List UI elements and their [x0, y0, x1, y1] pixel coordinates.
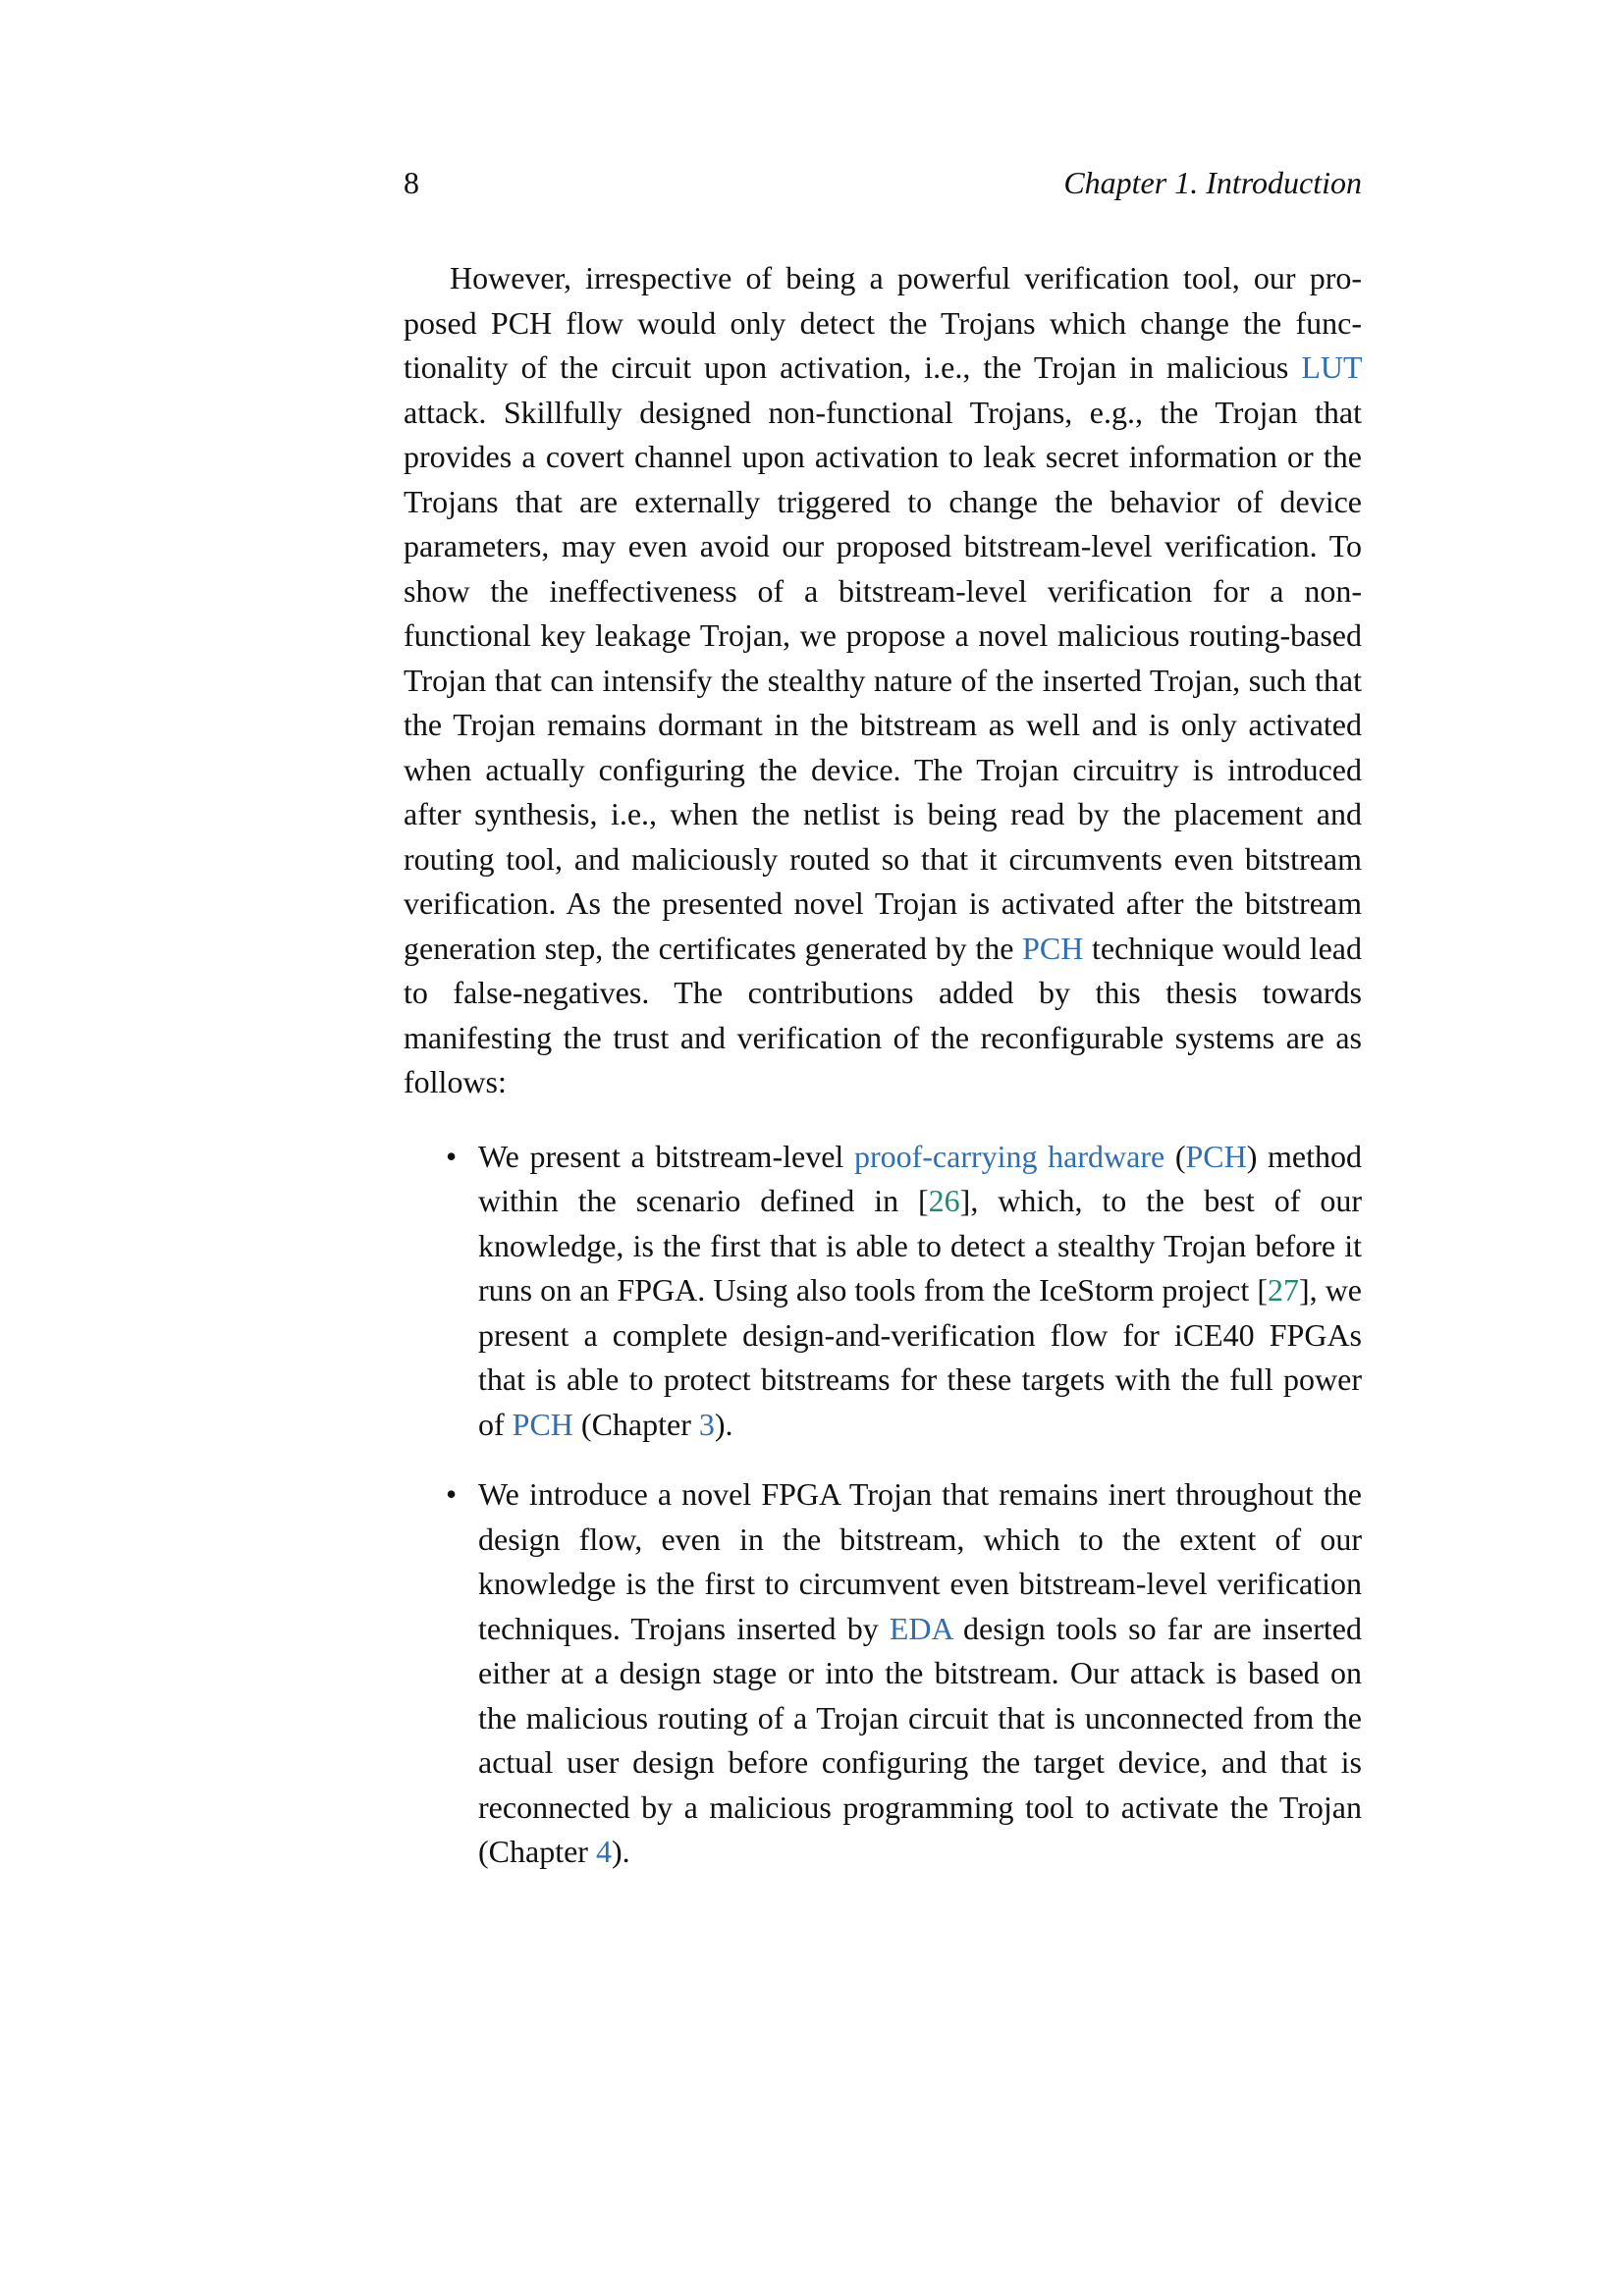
- acronym-link-lut[interactable]: LUT: [1301, 349, 1362, 385]
- chapter-link-4[interactable]: 4: [595, 1834, 612, 1869]
- item-text: ).: [611, 1834, 630, 1869]
- body-text: [404, 256, 1362, 1900]
- list-item: [404, 1135, 1362, 1448]
- item-text: design tools so far are inserted either at a design stage or into the bitstream. Our attack is based on the malicious routing of a Trojan circuit that is unconnected from the actual user design before configuring the target device, and that is reconnected by a malicious programming tool to activate the Trojan (Chapter: [478, 1610, 1363, 1869]
- item-text: We present a bitstream-level: [478, 1138, 854, 1174]
- item-text: We introduce a novel FPGA Trojan that remains inert throughout the design flow, even in the bitstream, which to the extent of our knowledge is the first to circumvent even bitstream-level verification techniques. Trojans inserted by: [478, 1476, 1362, 1646]
- page-header: [404, 163, 1362, 202]
- running-head: Chapter 1. Introduction: [1063, 165, 1362, 200]
- intro-paragraph: [404, 256, 1362, 1105]
- acronym-link-pch[interactable]: PCH: [512, 1406, 573, 1442]
- acronym-link-proof-carrying-hardware[interactable]: proof-carrying hardware: [853, 1138, 1165, 1174]
- citation-link-26[interactable]: 26: [928, 1183, 960, 1218]
- item-text: ], we present a complete design-and-verification flow for iCE40 FPGAs that is able to protect bitstreams for these targets with the full power of: [478, 1272, 1363, 1442]
- paragraph-text: However, irrespective of being a powerful verification tool, our proposed PCH flow would only detect the Trojans which change the functionality of the circuit upon activation, i.e., the Trojan in malicious: [404, 260, 1362, 385]
- page-number: 8: [404, 165, 419, 200]
- item-text: ) method within the scenario defined in [: [478, 1138, 1363, 1218]
- item-text: ).: [714, 1406, 733, 1442]
- acronym-link-eda[interactable]: EDA: [889, 1610, 952, 1646]
- bullet-icon: •: [446, 1476, 458, 1512]
- bullet-icon: •: [446, 1138, 458, 1174]
- list-item: [404, 1472, 1362, 1875]
- paragraph-text: attack. Skillfully designed non-functional Trojans, e.g., the Trojan that provides a covert channel upon activation to leak secret information or the Trojans that are externally triggered to change the behavior of device parameters, may even avoid our proposed bitstream-level verification. To show the ineffectiveness of a bitstream-level verification for a non-functional key leakage Trojan, we propose a novel malicious routing-based Trojan that can intensify the stealthy nature of the inserted Trojan, such that the Trojan remains dormant in the bitstream as well and is only activated when actually configuring the device. The Trojan circuitry is introduced after synthesis, i.e., when the netlist is being read by the placement and routing tool, and maliciously routed so that it circumvents even bitstream verification. As the presented novel Trojan is activated after the bitstream generation step, the certificates generated by the: [404, 394, 1362, 966]
- chapter-link-3[interactable]: 3: [698, 1406, 715, 1442]
- contributions-list: [404, 1135, 1362, 1875]
- citation-link-27[interactable]: 27: [1267, 1272, 1299, 1308]
- item-text: ], which, to the best of our knowledge, is the first that is able to detect a stealthy Trojan before it runs on an FPGA. Using also tools from the IceStorm project [: [478, 1183, 1362, 1308]
- item-text: (: [1164, 1138, 1186, 1174]
- item-text: (Chapter: [572, 1406, 699, 1442]
- acronym-link-pch[interactable]: PCH: [1022, 930, 1084, 966]
- acronym-link-pch[interactable]: PCH: [1185, 1138, 1247, 1174]
- paragraph-text: technique would lead to false-negatives. The contributions added by this thesis towards manifesting the trust and verification of the reconfigurable systems are as follows:: [404, 930, 1363, 1099]
